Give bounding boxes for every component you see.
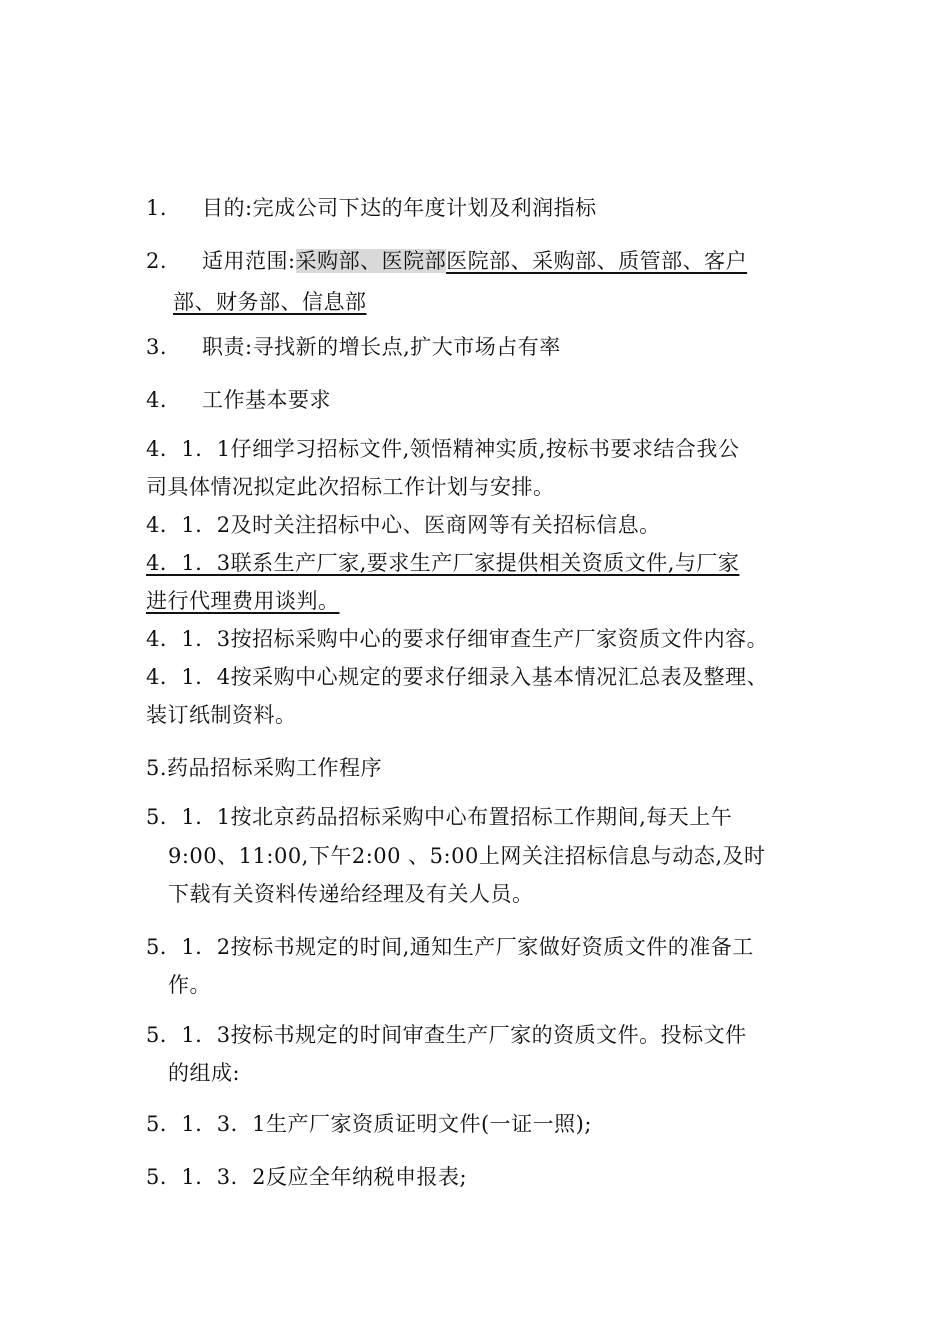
item-5-1-3: 5．1．3按标书规定的时间审查生产厂家的资质文件。投标文件 (146, 1023, 747, 1047)
item-4-1-1-continuation: 司具体情况拟定此次招标工作计划与安排。 (146, 475, 555, 499)
deleted-text: 采购部、医院部 (295, 249, 447, 273)
section-text: 工作基本要求 (202, 388, 331, 412)
item-5-1-2-continuation: 作。 (168, 973, 211, 997)
section-3 (146, 332, 561, 362)
item-4-1-3-inserted-continuation: 进行代理费用谈判。 (146, 589, 340, 613)
section-number: 3. (146, 335, 168, 359)
section-number: 2. (146, 249, 168, 273)
inserted-text: 部、财务部、信息部 (173, 290, 367, 314)
item-5-1-1: 5．1．1按北京药品招标采购中心布置招标工作期间,每天上午 (146, 805, 733, 829)
section-text: 目的:完成公司下达的年度计划及利润指标 (202, 196, 597, 220)
item-4-1-3: 4．1．3按招标采购中心的要求仔细审查生产厂家资质文件内容。 (146, 627, 769, 651)
section-number: 4. (146, 388, 168, 412)
section-prefix: 适用范围: (202, 249, 296, 273)
section-number: 1. (146, 196, 168, 220)
section-1 (146, 193, 597, 223)
section-5: 5.药品招标采购工作程序 (146, 756, 383, 780)
section-2 (146, 246, 747, 276)
item-4-1-3-inserted: 4．1．3联系生产厂家,要求生产厂家提供相关资质文件,与厂家 (146, 551, 740, 575)
item-5-1-2: 5．1．2按标书规定的时间,通知生产厂家做好资质文件的准备工 (146, 935, 754, 959)
item-5-1-1-continuation: 9:00、11:00,下午2:00 、5:00上网关注招标信息与动态,及时 (168, 844, 766, 868)
item-5-1-3-1: 5．1．3．1生产厂家资质证明文件(一证一照); (146, 1112, 592, 1136)
item-4-1-2: 4．1．2及时关注招标中心、医商网等有关招标信息。 (146, 513, 661, 537)
item-5-1-1-continuation: 下载有关资料传递给经理及有关人员。 (168, 882, 534, 906)
section-2-continuation (173, 287, 367, 317)
item-4-1-4: 4．1．4按采购中心规定的要求仔细录入基本情况汇总表及整理、 (146, 665, 769, 689)
item-4-1-4-continuation: 装订纸制资料。 (146, 703, 297, 727)
item-4-1-1: 4．1．1仔细学习招标文件,领悟精神实质,按标书要求结合我公 (146, 437, 740, 461)
inserted-text: 医院部、采购部、质管部、客户 (446, 249, 748, 273)
item-5-1-3-2: 5．1．3．2反应全年纳税申报表; (146, 1165, 468, 1189)
section-4 (146, 385, 331, 415)
item-5-1-3-continuation: 的组成: (168, 1061, 241, 1085)
section-text: 职责:寻找新的增长点,扩大市场占有率 (202, 335, 561, 359)
